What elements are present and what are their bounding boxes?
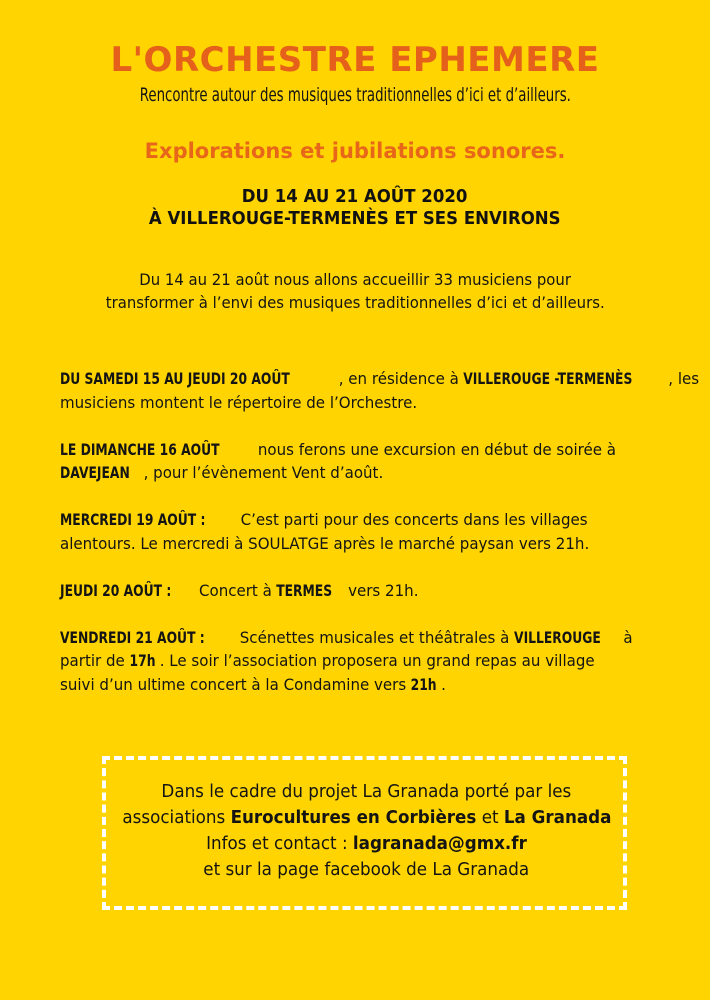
program-text: partir de bbox=[60, 651, 130, 670]
program-text: suivi d’un ultime concert à la Condamine vers bbox=[60, 674, 411, 694]
program-text: , en résidence à bbox=[338, 369, 464, 388]
info-text: Infos et contact : bbox=[206, 833, 353, 854]
association-name: Eurocultures en Corbières bbox=[230, 807, 476, 828]
program-item-concerts bbox=[60, 508, 670, 555]
program-line: alentours. Le mercredi à SOULATGE après le marché paysan vers 21h. bbox=[60, 533, 590, 553]
poster-subtitle bbox=[0, 83, 710, 107]
program-date: VENDREDI 21 AOÛT : bbox=[60, 627, 205, 647]
info-line-3 bbox=[206, 831, 527, 857]
program-text: . bbox=[441, 674, 446, 694]
program-text: Scénettes musicales et théâtrales à bbox=[234, 627, 515, 647]
program-place: VILLEROUGE -TERMENÈS bbox=[463, 369, 633, 388]
program-place: DAVEJEAN bbox=[60, 463, 130, 482]
program-date: JEUDI 20 AOÛT : bbox=[60, 580, 172, 600]
intro-line-1: Du 14 au 21 août nous allons accueillir 33 musiciens pour bbox=[139, 270, 571, 289]
program-line bbox=[60, 579, 633, 603]
program-line bbox=[60, 626, 633, 650]
program-item-termes bbox=[60, 579, 670, 603]
subtitle-text: Rencontre autour des musiques traditionnelles d’ici et d’ailleurs. bbox=[139, 84, 571, 106]
program-line bbox=[60, 461, 633, 485]
program-date: MERCREDI 19 AOÛT : bbox=[60, 510, 206, 529]
event-dates bbox=[0, 186, 710, 230]
program-text: Concert à bbox=[194, 580, 277, 600]
tagline: Explorations et jubilations sonores. bbox=[144, 139, 566, 163]
intro-paragraph bbox=[0, 268, 710, 314]
program-text: . Le soir l’association proposera un grand repas au village bbox=[159, 651, 595, 670]
program-place: VILLEROUGE bbox=[514, 627, 602, 647]
program-time: 17h bbox=[129, 651, 156, 670]
program-item-excursion bbox=[60, 438, 670, 485]
program-line bbox=[60, 649, 633, 673]
program-line bbox=[60, 438, 633, 462]
program-text: à bbox=[618, 627, 633, 647]
program-line bbox=[60, 367, 700, 391]
program-text: , les bbox=[668, 369, 700, 388]
poster-title: L'ORCHESTRE EPHEMERE bbox=[110, 40, 600, 80]
program-text: C’est parti pour des concerts dans les villages bbox=[235, 510, 588, 529]
info-line-2 bbox=[122, 805, 611, 831]
program-line bbox=[60, 508, 633, 532]
info-line-4: et sur la page facebook de La Granada bbox=[203, 859, 530, 880]
program-text: nous ferons une excursion en début de soirée à bbox=[253, 439, 616, 459]
dates-line-2: À VILLEROUGE-TERMENÈS ET SES ENVIRONS bbox=[149, 208, 561, 229]
dates-line-1: DU 14 AU 21 AOÛT 2020 bbox=[242, 186, 468, 207]
association-name: La Granada bbox=[503, 807, 612, 828]
program-item-final bbox=[60, 626, 670, 697]
info-box bbox=[102, 779, 631, 883]
program-text: , pour l’évènement Vent d’août. bbox=[143, 463, 384, 482]
program-line bbox=[60, 673, 633, 697]
intro-line-2: transformer à l’envi des musiques traditionnelles d’ici et d’ailleurs. bbox=[105, 293, 605, 312]
program-place: TERMES bbox=[276, 580, 333, 600]
program-line: musiciens montent le répertoire de l’Orchestre. bbox=[60, 392, 418, 412]
program-date: DU SAMEDI 15 AU JEUDI 20 AOÛT bbox=[60, 369, 290, 388]
program-text: vers 21h. bbox=[343, 580, 419, 600]
contact-email-link[interactable]: lagranada@gmx.fr bbox=[352, 833, 527, 854]
info-text: associations bbox=[121, 807, 231, 828]
program-date: LE DIMANCHE 16 AOÛT bbox=[60, 439, 220, 459]
program-item-residence bbox=[60, 367, 700, 414]
info-line-1: Dans le cadre du projet La Granada porté par les bbox=[161, 781, 572, 802]
program-schedule bbox=[60, 367, 700, 720]
info-text: et bbox=[475, 807, 504, 828]
program-time: 21h bbox=[410, 674, 437, 694]
